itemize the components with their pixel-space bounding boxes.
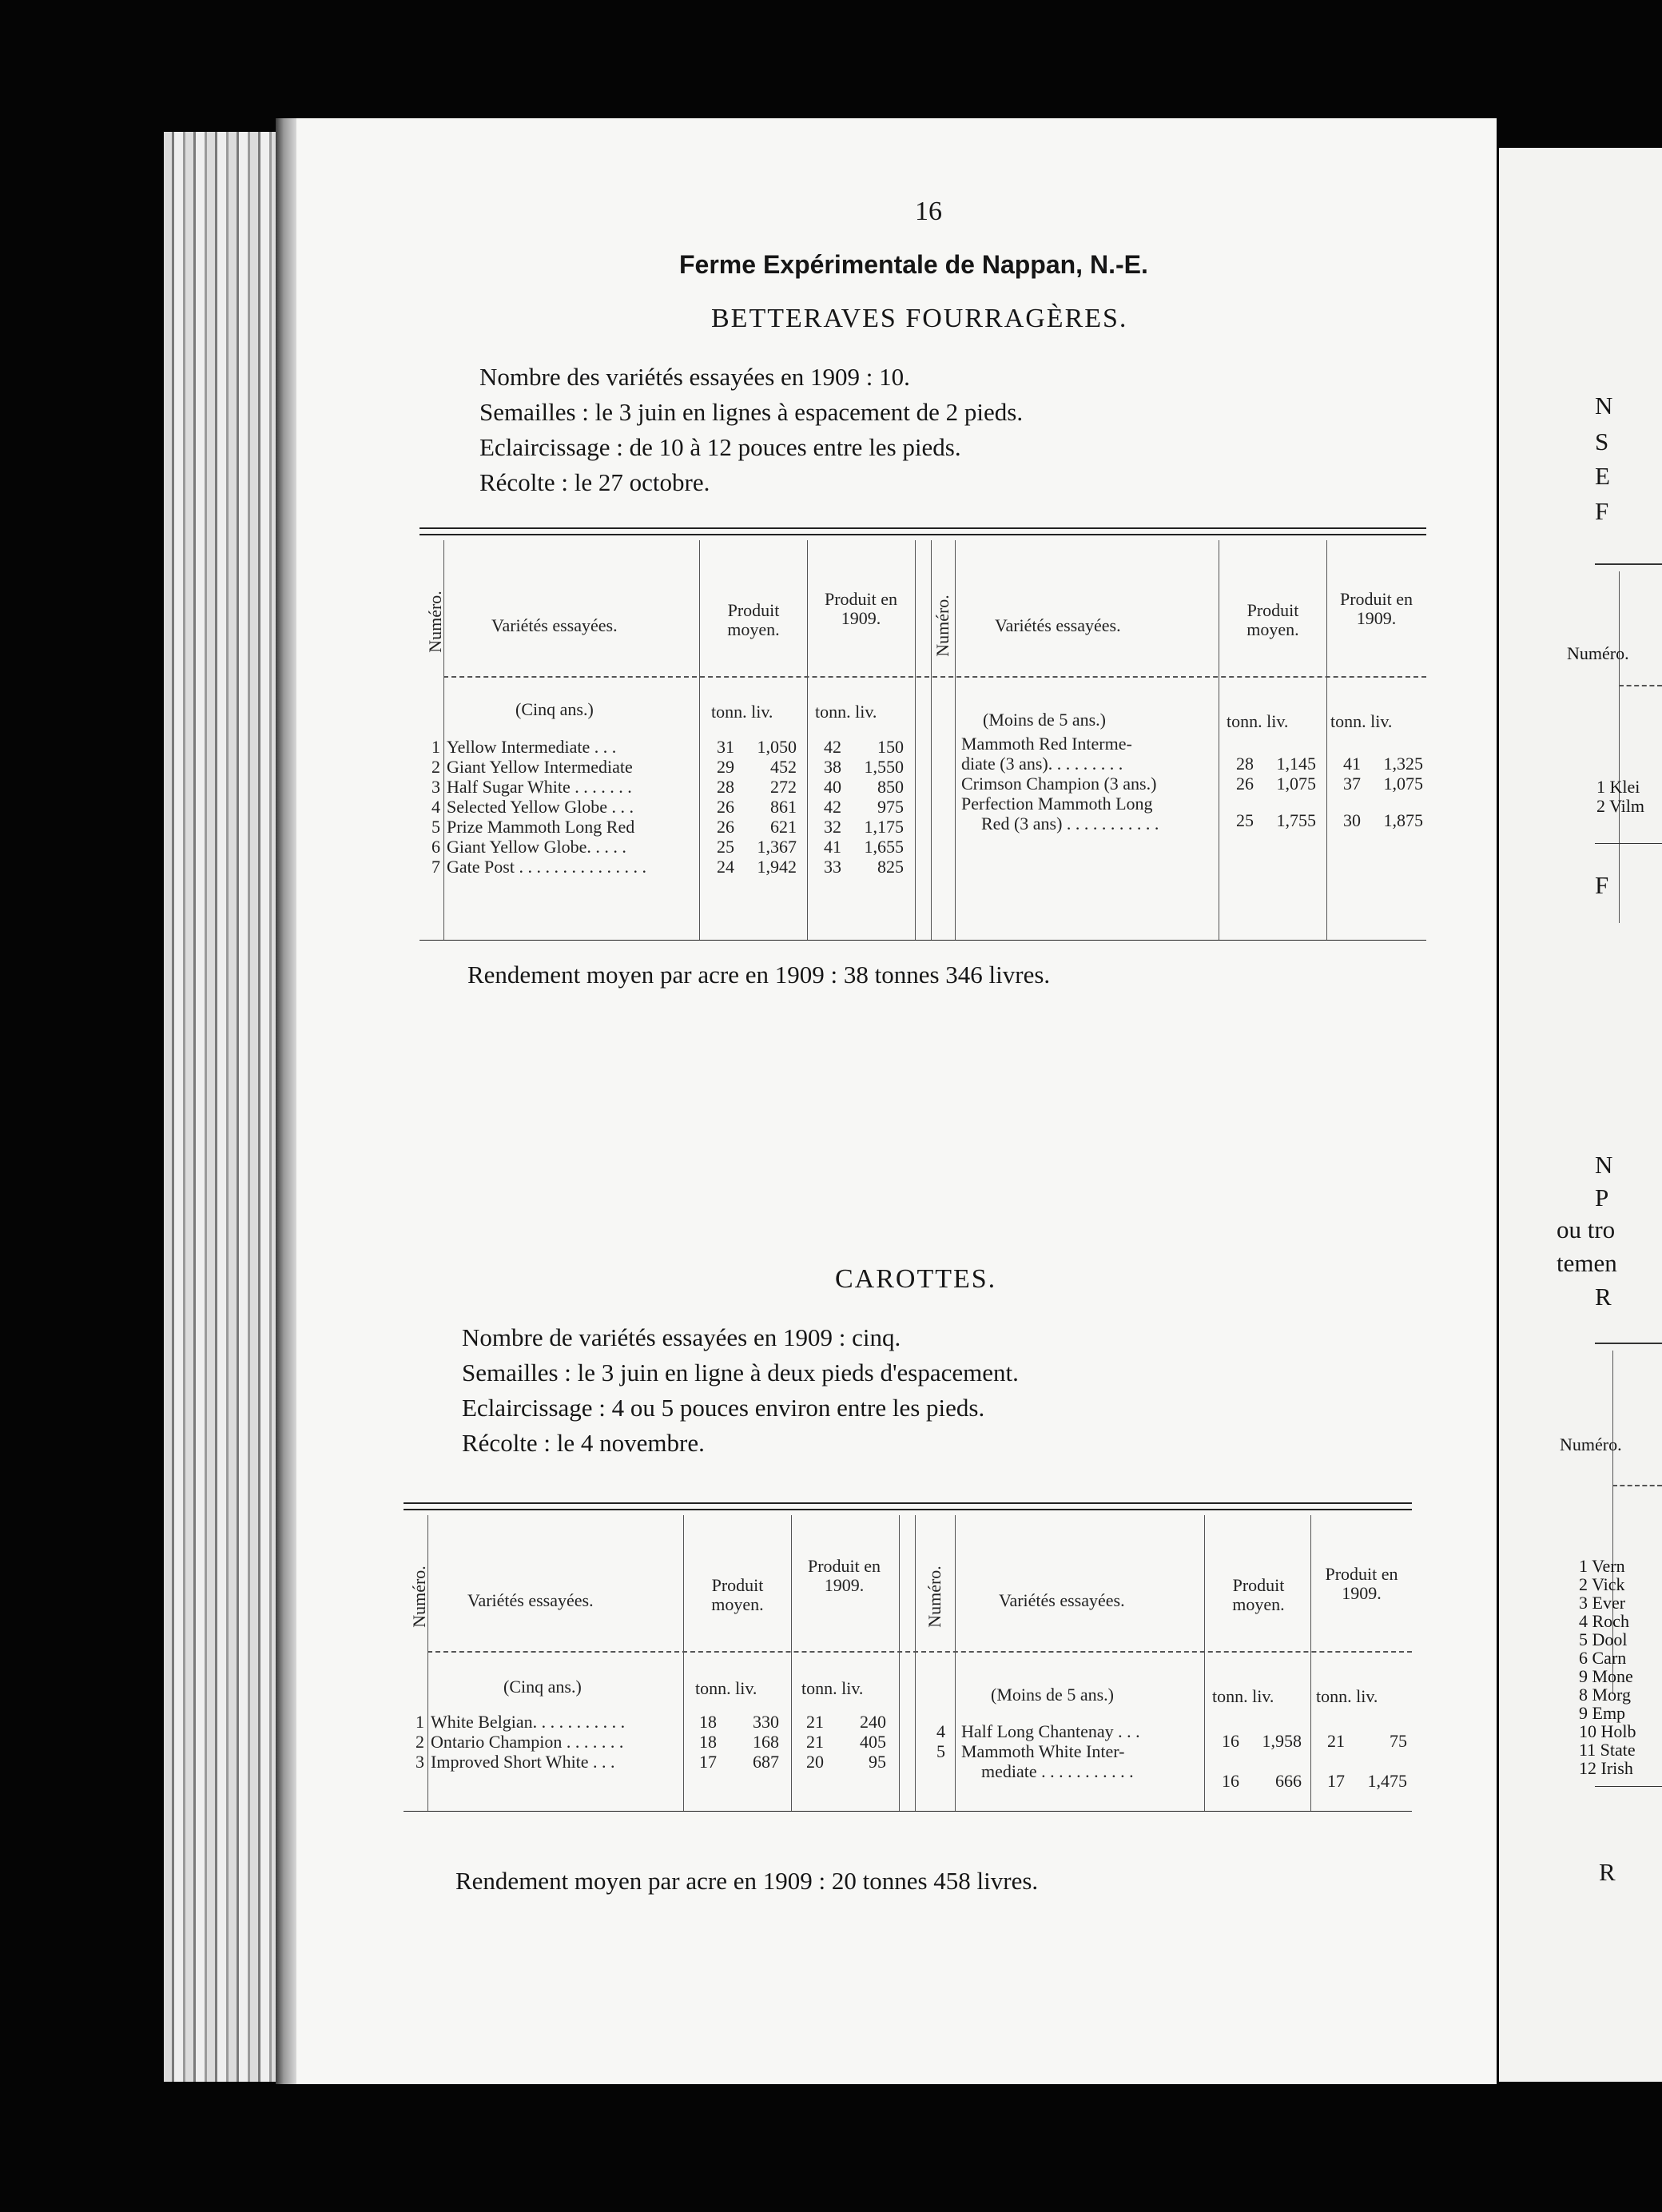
value-1909-tonnes: 41 [1343,754,1361,774]
header-produit-moyen-left: Produit moyen. [727,600,780,639]
facing-line: ou tro [1557,1215,1616,1243]
info-line-semailles: Semailles : le 3 juin en ligne à deux pieds d'espacement. [462,1359,1019,1386]
variety-name: Giant Yellow Globe. . . . . [447,837,626,857]
value-moyen-tonnes: 26 [717,817,734,837]
variety-name: White Belgian. . . . . . . . . . . [431,1712,626,1732]
facing-row: 10 Holb [1579,1721,1636,1741]
header-produit-moyen-left: Produit moyen. [711,1575,764,1614]
facing-row: 8 Morg [1579,1685,1631,1705]
value-moyen-livres: 621 [770,817,797,837]
value-1909-tonnes: 37 [1343,774,1361,794]
row-number: 1 [416,1712,424,1732]
betteraves-summary: Rendement moyen par acre en 1909 : 38 tonnes 346 livres. [467,961,1051,989]
carottes-right-numbers [923,1721,945,1761]
variety-name: Half Long Chantenay . . . [961,1721,1140,1741]
facing-row: 2 Vilm [1596,796,1645,816]
value-1909-tonnes: 30 [1343,810,1361,830]
variety-name: Mammoth White Inter- [961,1741,1125,1761]
value-1909-tonnes: 40 [824,777,841,797]
variety-name: Improved Short White . . . [431,1752,615,1772]
header-varietes-left: Variétés essayées. [467,1590,594,1610]
carottes-right-moyen-tonnes [1211,1721,1239,1801]
header-produit-1909-left: Produit en 1909. [807,1556,881,1595]
carottes-left-numbers [407,1712,424,1772]
value-1909-livres: 825 [877,857,904,877]
facing-line: N [1595,1151,1613,1179]
facing-table2-rows [1579,1557,1636,1777]
carottes-left-moyen-tonnes [688,1712,717,1772]
units-moyen-left: tonn. liv. [695,1678,757,1698]
value-moyen-livres: 330 [753,1712,779,1732]
facing-row: 11 State [1579,1740,1636,1760]
value-1909-livres: 95 [869,1752,886,1772]
facing-row: 6 Carn [1579,1648,1627,1668]
value-1909-livres: 150 [877,737,904,757]
facing-line: R [1595,1283,1612,1311]
facing-row: 9 Emp [1579,1703,1626,1723]
value-moyen-tonnes: 25 [1236,810,1254,830]
value-moyen-livres: 168 [753,1732,779,1752]
header-numero-right: Numéro. [932,595,952,657]
betteraves-left-1909-livres [846,737,904,877]
betteraves-left-moyen-tonnes [706,737,734,877]
value-1909-livres: 1,875 [1383,810,1423,830]
variety-name: Perfection Mammoth Long [961,794,1153,814]
facing-line: P [1595,1184,1609,1211]
row-number: 5 [936,1741,945,1761]
row-number: 3 [431,777,440,797]
value-moyen-tonnes: 29 [717,757,734,777]
value-1909-livres: 1,175 [864,817,904,837]
value-1909-tonnes: 21 [1327,1731,1345,1751]
value-moyen-tonnes: 26 [717,797,734,817]
row-number: 4 [431,797,440,817]
value-moyen-livres: 1,075 [1276,774,1316,794]
header-varietes-right: Variétés essayées. [999,1590,1125,1610]
carottes-left-1909-tonnes [795,1712,824,1772]
variety-name: Crimson Champion (3 ans.) [961,774,1157,794]
facing-letter: S [1595,428,1609,456]
book-spine [276,118,296,2084]
betteraves-info [479,360,1023,500]
value-moyen-tonnes: 24 [717,857,734,877]
variety-name: Gate Post . . . . . . . . . . . . . . . [447,857,646,877]
value-moyen-livres: 687 [753,1752,779,1772]
value-moyen-livres: 1,050 [757,737,797,757]
value-moyen-tonnes: 16 [1222,1771,1239,1791]
info-line-varietes: Nombre des variétés essayées en 1909 : 10. [479,363,910,391]
facing-letter: E [1595,462,1610,490]
value-moyen-tonnes: 18 [699,1712,717,1732]
betteraves-right-moyen-tonnes [1225,754,1254,830]
facing-table1-rows [1596,778,1644,816]
value-moyen-livres: 452 [770,757,797,777]
units-1909-right: tonn. liv. [1316,1686,1378,1706]
info-line-eclaircissage: Eclaircissage : 4 ou 5 pouces environ entre les pieds. [462,1394,985,1422]
header-varietes-right: Variétés essayées. [995,615,1121,635]
group-label-left: (Cinq ans.) [515,699,594,719]
value-1909-livres: 1,325 [1383,754,1423,774]
variety-name: diate (3 ans). . . . . . . . . [961,754,1123,774]
header-varietes-left: Variétés essayées. [491,615,618,635]
header-numero-right: Numéro. [924,1566,944,1628]
variety-name: mediate . . . . . . . . . . . [981,1761,1134,1781]
units-1909-left: tonn. liv. [815,702,877,722]
value-moyen-livres: 666 [1275,1771,1302,1791]
section-title-betteraves: BETTERAVES FOURRAGÈRES. [711,304,1128,333]
facing-letter: R [1599,1858,1616,1886]
book-page-left [276,118,1497,2084]
info-line-recolte: Récolte : le 27 octobre. [479,468,710,496]
variety-name: Yellow Intermediate . . . [447,737,617,757]
info-line-varietes: Nombre de variétés essayées en 1909 : cinq. [462,1323,901,1351]
value-1909-livres: 1,550 [864,757,904,777]
carottes-left-1909-livres [829,1712,886,1772]
row-number: 6 [431,837,440,857]
row-number: 7 [431,857,440,877]
variety-name: Ontario Champion . . . . . . . [431,1732,624,1752]
value-moyen-tonnes: 25 [717,837,734,857]
farm-title: Ferme Expérimentale de Nappan, N.-E. [679,250,1148,279]
variety-name: Prize Mammoth Long Red [447,817,635,837]
value-moyen-tonnes: 16 [1222,1731,1239,1751]
value-moyen-tonnes: 17 [699,1752,717,1772]
value-1909-tonnes: 21 [806,1732,824,1752]
betteraves-left-1909-tonnes [813,737,841,877]
facing-letter: F [1595,871,1609,899]
value-1909-livres: 1,475 [1367,1771,1407,1791]
betteraves-left-moyen-livres [739,737,797,877]
value-1909-livres: 1,655 [864,837,904,857]
variety-name: Red (3 ans) . . . . . . . . . . . [981,814,1159,833]
facing-header-numero: Numéro. [1560,1434,1622,1454]
facing-row: 2 Vick [1579,1574,1625,1594]
header-produit-1909-left: Produit en 1909. [824,589,898,628]
variety-name: Selected Yellow Globe . . . [447,797,634,817]
facing-row: 5 Dool [1579,1629,1628,1649]
value-moyen-tonnes: 28 [1236,754,1254,774]
facing-letter: N [1595,392,1613,420]
group-label-right: (Moins de 5 ans.) [983,710,1106,730]
value-1909-livres: 850 [877,777,904,797]
carottes-right-1909-tonnes [1316,1721,1345,1801]
value-moyen-livres: 861 [770,797,797,817]
section-title-carottes: CAROTTES. [835,1264,997,1294]
facing-line: temen [1557,1249,1617,1277]
row-number: 1 [431,737,440,757]
value-moyen-tonnes: 18 [699,1732,717,1752]
value-1909-tonnes: 33 [824,857,841,877]
facing-row: 9 Mone [1579,1666,1633,1686]
value-moyen-livres: 272 [770,777,797,797]
value-moyen-livres: 1,958 [1262,1731,1302,1751]
value-moyen-tonnes: 28 [717,777,734,797]
value-1909-tonnes: 38 [824,757,841,777]
carottes-right-names [961,1721,1201,1781]
header-produit-moyen-right: Produit moyen. [1246,600,1299,639]
carottes-table [404,1502,1412,1822]
betteraves-right-names [961,734,1214,833]
variety-name: Half Sugar White . . . . . . . [447,777,632,797]
row-number: 2 [431,757,440,777]
group-label-right: (Moins de 5 ans.) [991,1685,1114,1705]
facing-row: 12 Irish [1579,1758,1633,1778]
units-moyen-left: tonn. liv. [711,702,773,722]
value-moyen-tonnes: 31 [717,737,734,757]
header-produit-1909-right: Produit en 1909. [1325,1564,1398,1603]
facing-header-numero: Numéro. [1567,643,1629,663]
carottes-left-moyen-livres [722,1712,779,1772]
facing-row: 1 Vern [1579,1556,1625,1576]
value-moyen-livres: 1,145 [1276,754,1316,774]
value-1909-livres: 1,075 [1383,774,1423,794]
facing-row: 3 Ever [1579,1593,1626,1613]
value-1909-livres: 240 [860,1712,886,1732]
value-1909-tonnes: 41 [824,837,841,857]
value-1909-tonnes: 32 [824,817,841,837]
variety-name: Mammoth Red Interme- [961,734,1132,754]
header-numero-left: Numéro. [409,1566,429,1628]
betteraves-left-numbers [423,737,440,877]
units-1909-left: tonn. liv. [801,1678,864,1698]
header-produit-moyen-right: Produit moyen. [1232,1575,1285,1614]
row-number: 5 [431,817,440,837]
row-number: 3 [416,1752,424,1772]
value-1909-tonnes: 17 [1327,1771,1345,1791]
units-moyen-right: tonn. liv. [1227,711,1289,731]
carottes-right-1909-livres [1350,1721,1407,1801]
value-1909-tonnes: 42 [824,737,841,757]
carottes-left-names [431,1712,680,1772]
info-line-eclaircissage: Eclaircissage : de 10 à 12 pouces entre les pieds. [479,433,961,461]
book-page-right [1499,148,1662,2082]
carottes-summary: Rendement moyen par acre en 1909 : 20 tonnes 458 livres. [455,1867,1039,1895]
variety-name: Giant Yellow Intermediate [447,757,633,777]
header-produit-1909-right: Produit en 1909. [1339,589,1413,628]
value-moyen-livres: 1,942 [757,857,797,877]
value-1909-tonnes: 21 [806,1712,824,1732]
value-moyen-livres: 1,367 [757,837,797,857]
facing-letter: F [1595,497,1609,525]
betteraves-right-moyen-livres [1258,754,1316,830]
info-line-semailles: Semailles : le 3 juin en lignes à espacement de 2 pieds. [479,398,1024,426]
row-number: 2 [416,1732,424,1752]
row-number: 4 [936,1721,945,1741]
value-1909-tonnes: 42 [824,797,841,817]
carottes-info [462,1320,1019,1461]
betteraves-right-1909-tonnes [1332,754,1361,830]
betteraves-left-names [447,737,696,877]
value-1909-livres: 75 [1390,1731,1407,1751]
value-1909-livres: 405 [860,1732,886,1752]
facing-row: 4 Roch [1579,1611,1629,1631]
header-numero-left: Numéro. [425,591,445,653]
group-label-left: (Cinq ans.) [503,1677,582,1697]
carottes-right-moyen-livres [1244,1721,1302,1801]
units-1909-right: tonn. liv. [1330,711,1393,731]
value-moyen-livres: 1,755 [1276,810,1316,830]
value-1909-tonnes: 20 [806,1752,824,1772]
page-number: 16 [915,197,942,226]
value-1909-livres: 975 [877,797,904,817]
info-line-recolte: Récolte : le 4 novembre. [462,1429,705,1457]
value-moyen-tonnes: 26 [1236,774,1254,794]
betteraves-right-1909-livres [1366,754,1423,830]
units-moyen-right: tonn. liv. [1212,1686,1274,1706]
facing-row: 1 Klei [1596,777,1640,797]
